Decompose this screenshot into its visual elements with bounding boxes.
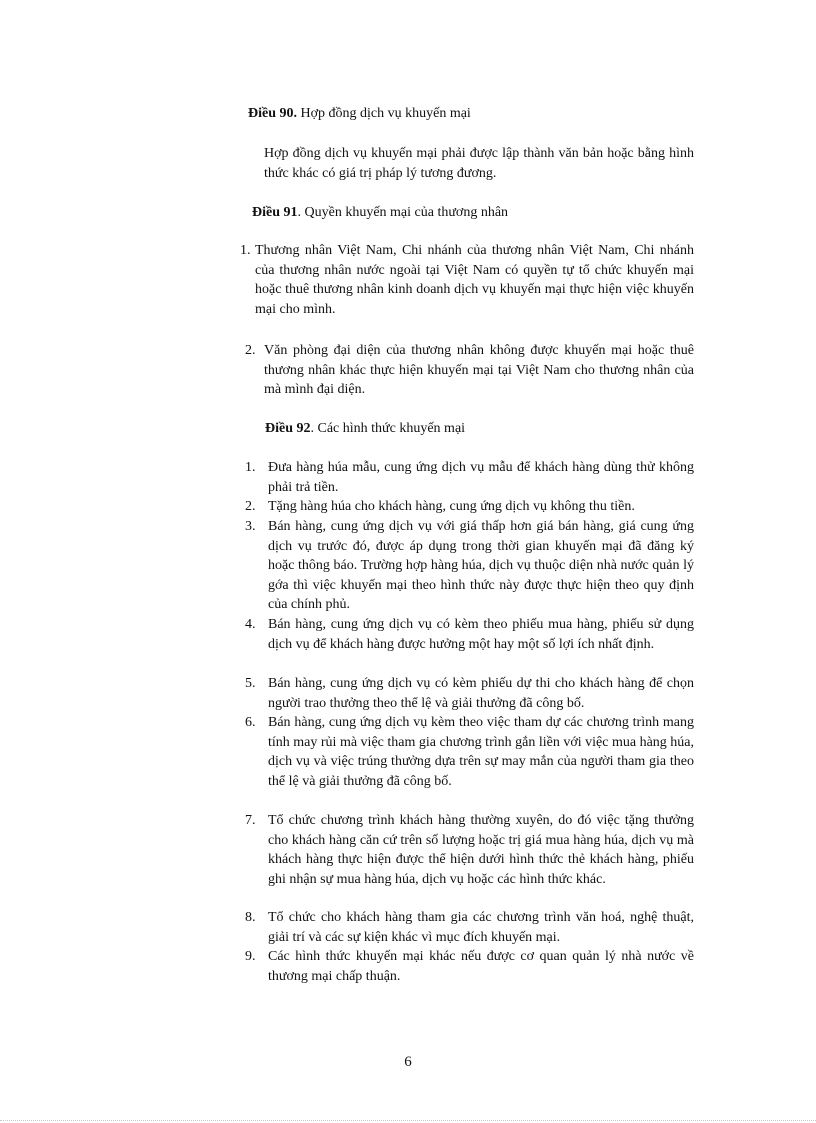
list-item-text: Tặng hàng húa cho khách hàng, cung ứng dịch vụ không thu tiền. [268,499,635,514]
list-item-text: Bán hàng, cung ứng dịch vụ có kèm phiếu dự thi cho khách hàng để chọn người trao thưởng theo thể lệ và giải thưởng đã công bố. [268,676,694,711]
list-item-text: Tổ chức cho khách hàng tham gia các chương trình văn hoá, nghệ thuật, giải trí và các sự kiện khác vì mục đích khuyến mại. [268,910,694,945]
list-item-number: 4. [245,617,256,632]
page-bottom-divider [0,1120,816,1121]
list-item-number: 9. [245,949,256,964]
article-92-heading [265,419,465,439]
page-number: 6 [404,1054,412,1070]
article-92-item [245,458,694,497]
list-item-number: 8. [245,910,256,925]
article-92-item [245,674,694,713]
article-92-item [245,497,694,517]
list-item-number: 3. [245,519,256,534]
list-item-number: 1. [245,460,256,475]
article-92-item [245,615,694,654]
article-92-item [245,517,694,615]
list-item-text: Đưa hàng húa mẫu, cung ứng dịch vụ mẫu để khách hàng dùng thử không phải trả tiền. [268,460,694,495]
article-92-title: . Các hình thức khuyến mại [310,421,466,436]
article-90-body: Hợp đồng dịch vụ khuyến mại phải được lập thành văn bản hoặc bằng hình thức khác có giá trị pháp lý tương đương. [264,146,694,181]
article-90-heading [248,104,471,124]
article-91-item [245,341,694,400]
list-item-text: Tổ chức chương trình khách hàng thường xuyên, do đó việc tặng thưởng cho khách hàng căn cứ trên số lượng hoặc trị giá mua hàng húa, dịch vụ mà khách hàng thực hiện được thể hiện dưới hình thức thẻ khách hàng, phiếu ghi nhận sự mua hàng húa, dịch vụ hoặc các hình thức khác. [268,813,694,887]
list-item-text: Thương nhân Việt Nam, Chi nhánh của thương nhân Việt Nam, Chi nhánh của thương nhân nước ngoài tại Việt Nam có quyền tự tổ chức khuyến mại hoặc thuê thương nhân kinh doanh dịch vụ khuyến mại thực hiện việc khuyến mại cho mình. [255,243,694,317]
list-item-text: Các hình thức khuyến mại khác nếu được cơ quan quản lý nhà nước về thương mại chấp thuận. [268,949,694,984]
list-item-number: 6. [245,715,256,730]
article-91-title: . Quyền khuyến mại của thương nhân [297,205,509,220]
article-92-item [245,811,694,889]
article-92-item [245,908,694,947]
article-91-label: Điều 91 [252,205,298,220]
list-item-number: 7. [245,813,256,828]
article-91-item [240,241,694,319]
list-item-text: Văn phòng đại diện của thương nhân không được khuyến mại hoặc thuê thương nhân khác thực hiện khuyến mại tại Việt Nam cho thương nhân của mà mình đại diện. [264,343,694,397]
article-90-title: Hợp đồng dịch vụ khuyến mại [297,106,471,121]
article-92-item [245,713,694,791]
list-item-number: 1. [240,243,251,258]
list-item-text: Bán hàng, cung ứng dịch vụ có kèm theo phiếu mua hàng, phiếu sử dụng dịch vụ để khách hàng được hưởng một hay một số lợi ích nhất định. [268,617,694,652]
article-91-heading [252,203,508,223]
list-item-number: 2. [245,343,256,358]
list-item-number: 5. [245,676,256,691]
list-item-text: Bán hàng, cung ứng dịch vụ kèm theo việc tham dự các chương trình mang tính may rủi mà việc tham gia chương trình gắn liền với việc mua hàng húa, dịch vụ và việc trúng thưởng dựa trên sự may mắn của người tham gia theo thể lệ và giải thưởng đã công bố. [268,715,694,789]
article-92-item [245,947,694,986]
article-90-label: Điều 90. [248,106,297,121]
list-item-text: Bán hàng, cung ứng dịch vụ với giá thấp hơn giá bán hàng, giá cung ứng dịch vụ trước đó, được áp dụng trong thời gian khuyến mại đã đăng ký hoặc thông báo. Trường hợp hàng húa, dịch vụ thuộc diện nhà nước quản lý gớa thì việc khuyến mại theo hình thức này được thực hiện theo quy định của chính phủ. [268,519,694,612]
list-item-number: 2. [245,499,256,514]
article-92-label: Điều 92 [265,421,311,436]
